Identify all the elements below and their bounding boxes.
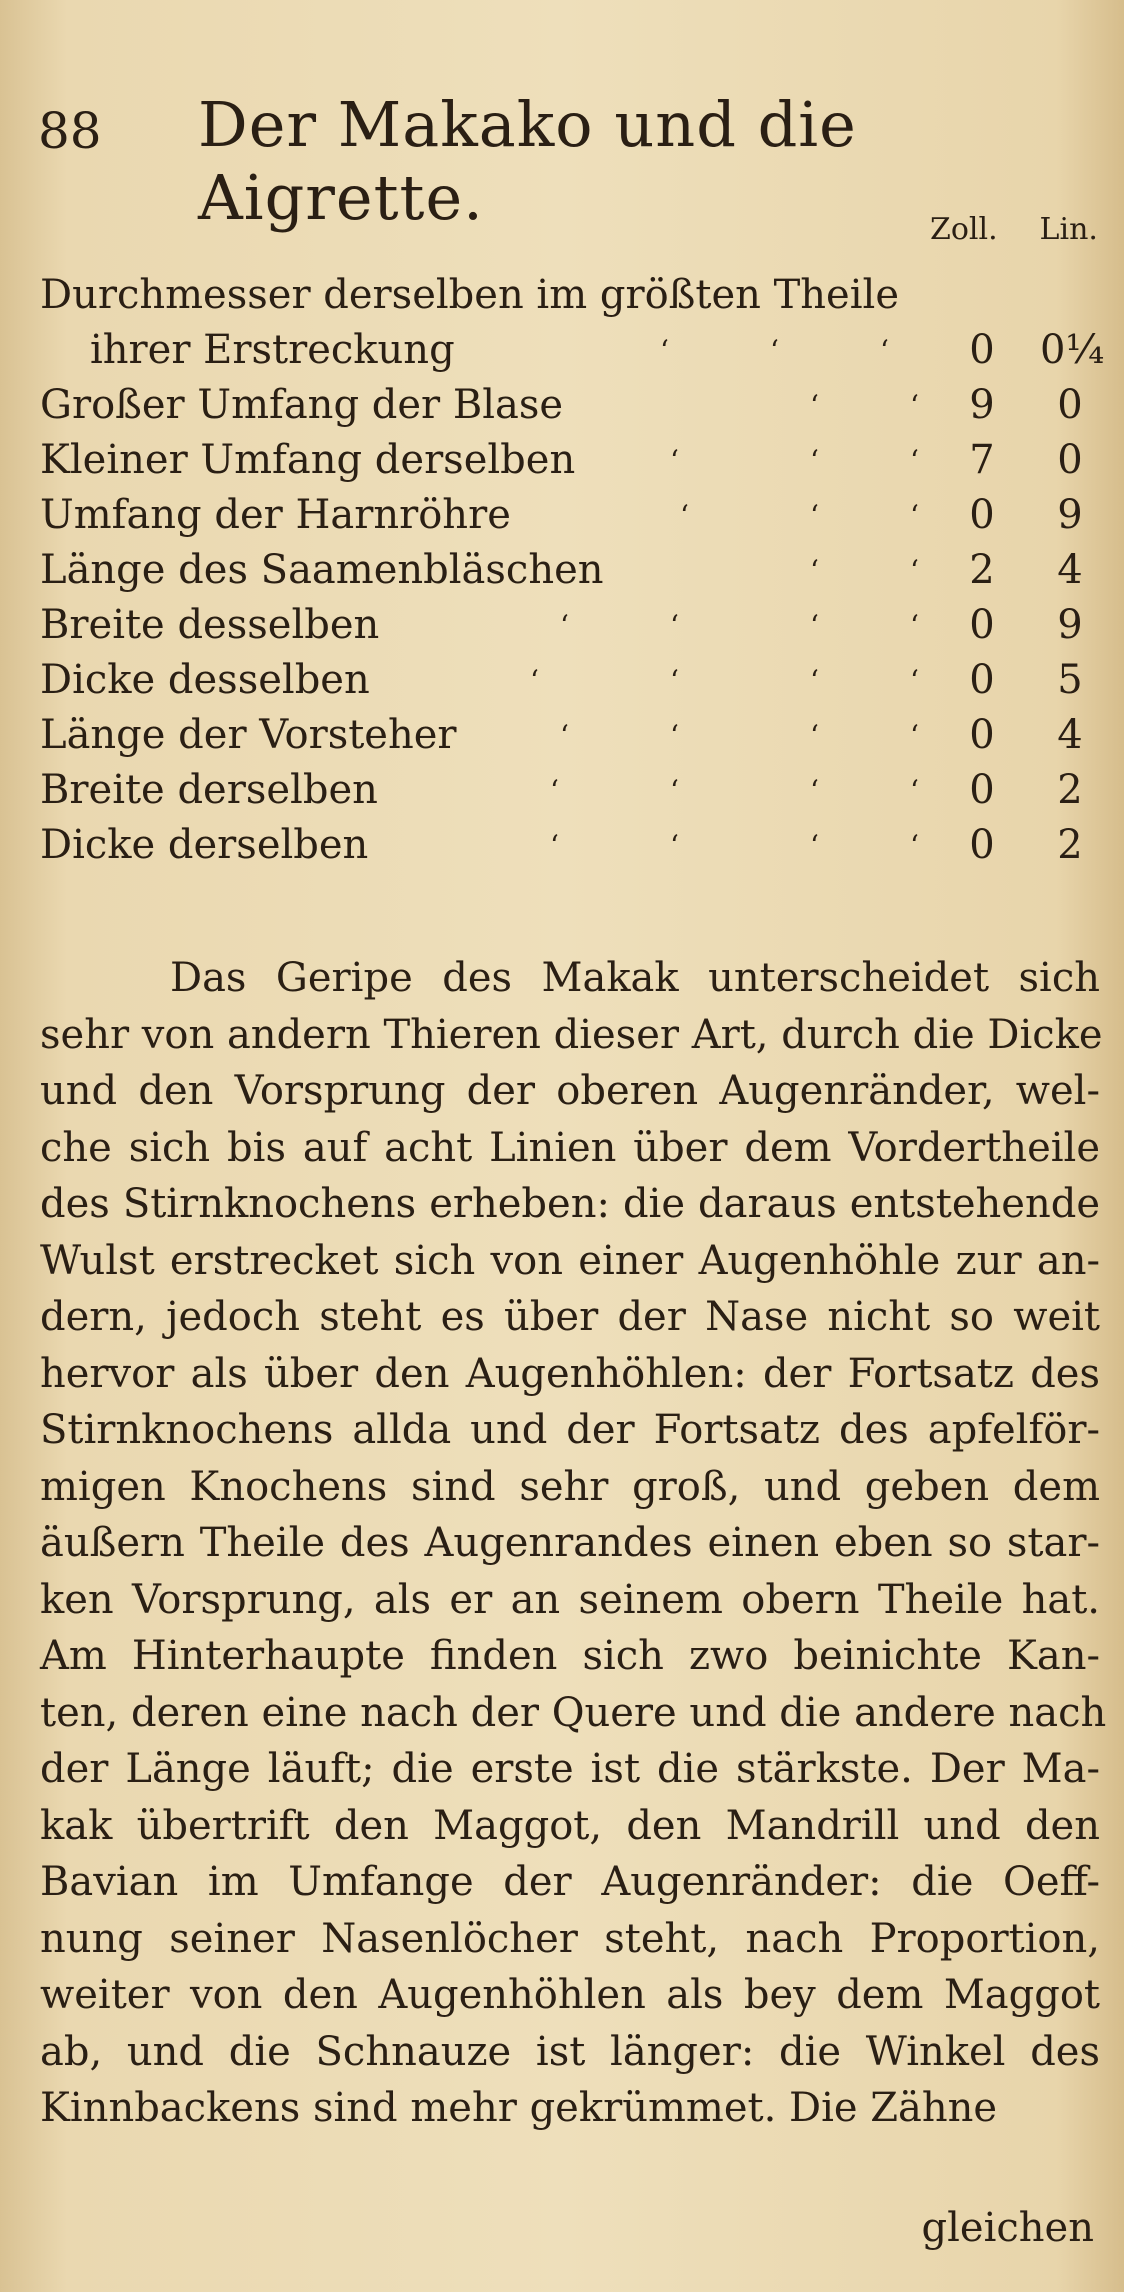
row-lin: 0 xyxy=(1057,382,1083,428)
text-line: ten, deren eine nach der Quere und die andere nach xyxy=(40,1689,1107,1736)
page-number: 88 xyxy=(38,102,102,160)
table-row: Umfang der Harnröhre ʻ ʻ ʻ 0 9 xyxy=(40,488,1100,543)
row-label: Umfang der Harnröhre xyxy=(40,492,511,538)
row-lin: 0¼ xyxy=(1040,327,1105,373)
row-label: Länge der Vorsteher xyxy=(40,712,457,758)
table-row: Kleiner Umfang derselben ʻ ʻ ʻ 7 0 xyxy=(40,433,1100,488)
text-line: Das Geripe des Makak unterscheidet sich xyxy=(170,955,1100,1001)
row-label: Großer Umfang der Blase xyxy=(40,382,564,428)
row-label: Breite derselben xyxy=(40,767,378,813)
measurement-table xyxy=(40,268,1105,873)
column-header-lin: Lin. xyxy=(1039,212,1098,247)
row-label: ihrer Erstreckung xyxy=(90,327,455,373)
table-row: Großer Umfang der Blase ʻ ʻ 9 0 xyxy=(40,378,1100,433)
row-lin: 9 xyxy=(1057,602,1083,648)
text-line: äußern Theile des Augenrandes einen eben so star- xyxy=(40,1520,1100,1566)
text-line: migen Knochens sind sehr groß, und geben dem xyxy=(40,1463,1100,1510)
row-zoll: 2 xyxy=(969,547,995,593)
text-line: hervor als über den Augenhöhlen: der Fortsatz des xyxy=(40,1350,1100,1397)
row-zoll: 9 xyxy=(969,382,995,428)
row-lin: 0 xyxy=(1057,437,1083,483)
row-lin: 9 xyxy=(1057,492,1083,538)
row-label: Kleiner Umfang derselben xyxy=(40,437,576,483)
row-zoll: 7 xyxy=(969,437,995,483)
row-label: Durchmesser derselben im größten Theile xyxy=(40,272,899,318)
row-label: Dicke desselben xyxy=(40,657,370,703)
text-line: weiter von den Augenhöhlen als bey dem Maggot xyxy=(40,1972,1100,2018)
text-line: Kinnbackens sind mehr gekrümmet. Die Zähne xyxy=(40,2085,998,2131)
table-row: Dicke desselben ʻ ʻ ʻ ʻ 0 5 xyxy=(40,653,1100,708)
row-zoll: 0 xyxy=(969,767,995,813)
text-line: ab, und die Schnauze ist länger: die Winkel des xyxy=(40,2028,1100,2075)
row-lin: 4 xyxy=(1057,547,1083,593)
row-label: Länge des Saamenbläschen xyxy=(40,547,604,593)
text-line: nung seiner Nasenlöcher steht, nach Proportion, xyxy=(40,1915,1100,1962)
row-zoll: 0 xyxy=(969,657,995,703)
table-row: Länge der Vorsteher ʻ ʻ ʻ ʻ 0 4 xyxy=(40,708,1100,763)
text-line: sehr von andern Thieren dieser Art, durch die Dicke xyxy=(40,1011,1103,1058)
row-lin: 4 xyxy=(1057,712,1083,758)
text-line: der Länge läuft; die erste ist die stärkste. Der Ma- xyxy=(40,1746,1100,1792)
table-row: Länge des Saamenbläschen ʻ ʻ 2 4 xyxy=(40,543,1100,598)
text-line: che sich bis auf acht Linien über dem Vordertheile xyxy=(40,1124,1100,1171)
text-line: Bavian im Umfange der Augenränder: die Oeff- xyxy=(40,1859,1100,1905)
table-row: Breite desselben ʻ ʻ ʻ ʻ 0 9 xyxy=(40,598,1100,653)
row-zoll: 0 xyxy=(969,492,995,538)
text-line: Wulst erstrecket sich von einer Augenhöhle zur an- xyxy=(40,1237,1100,1284)
row-lin: 5 xyxy=(1057,657,1083,703)
row-lin: 2 xyxy=(1057,822,1083,868)
table-row: ihrer Erstreckung ʻ ʻ ʻ 0 0¼ xyxy=(40,323,1100,378)
row-label: Breite desselben xyxy=(40,602,380,648)
running-title: Der Makako und die Aigrette. xyxy=(198,88,857,234)
text-line: ken Vorsprung, als er an seinem obern Theile hat. xyxy=(40,1576,1100,1623)
catchword: gleichen xyxy=(921,2205,1094,2251)
text-line: dern, jedoch steht es über der Nase nicht so weit xyxy=(40,1294,1100,1340)
row-zoll: 0 xyxy=(969,712,995,758)
text-line: kak übertrift den Maggot, den Mandrill und den xyxy=(40,1802,1100,1849)
row-label: Dicke derselben xyxy=(40,822,369,868)
table-row: Breite derselben ʻ ʻ ʻ ʻ 0 2 xyxy=(40,763,1100,818)
column-header-zoll: Zoll. xyxy=(930,212,998,247)
text-line: des Stirnknochens erheben: die daraus entstehende xyxy=(40,1181,1100,1227)
text-line: Am Hinterhaupte finden sich zwo beinichte Kan- xyxy=(40,1633,1100,1679)
row-zoll: 0 xyxy=(969,822,995,868)
row-zoll: 0 xyxy=(969,327,995,373)
table-row xyxy=(40,268,1100,323)
measurement-column-headers xyxy=(930,212,1098,247)
row-zoll: 0 xyxy=(969,602,995,648)
text-line: Stirnknochens allda und der Fortsatz des apfelför- xyxy=(40,1407,1100,1453)
body-paragraph xyxy=(40,950,1107,2137)
table-row: Dicke derselben ʻ ʻ ʻ ʻ 0 2 xyxy=(40,818,1100,873)
text-line: und den Vorsprung der oberen Augenränder, wel- xyxy=(40,1068,1100,1114)
row-lin: 2 xyxy=(1057,767,1083,813)
